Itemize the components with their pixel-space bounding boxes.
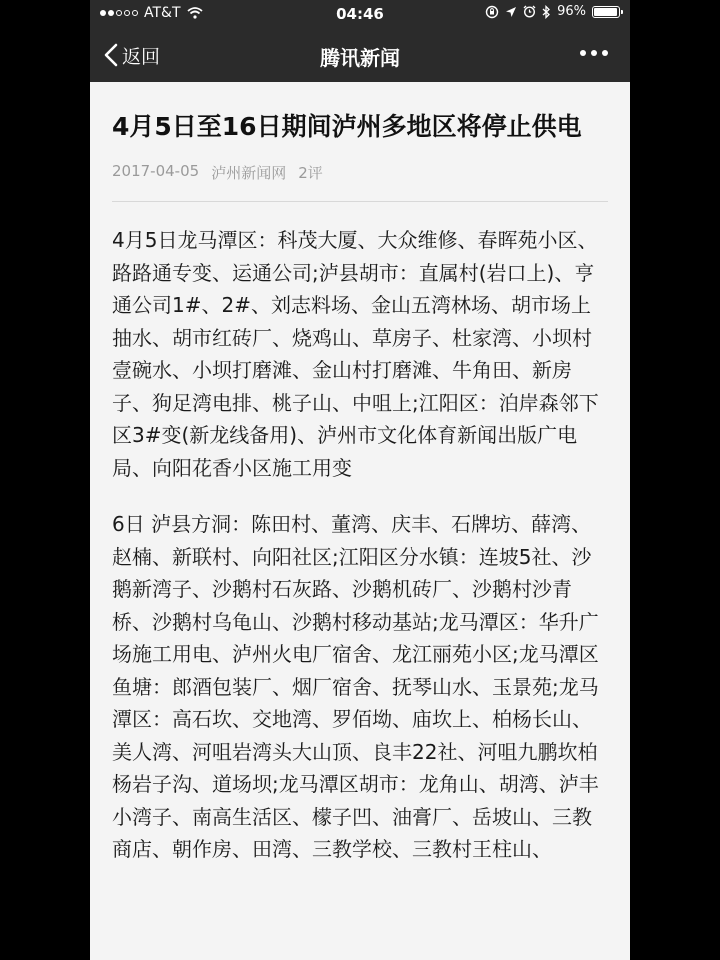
status-right	[485, 4, 620, 19]
battery-tip	[621, 10, 623, 14]
bluetooth-icon	[542, 5, 551, 19]
nav-title: 腾讯新闻	[320, 46, 400, 70]
battery-icon	[592, 6, 620, 18]
article-title: 4月5日至16日期间泸州多地区将停止供电	[112, 112, 582, 141]
article-source[interactable]: 泸州新闻网	[211, 164, 287, 182]
location-icon	[505, 6, 517, 18]
nav-bar	[90, 28, 630, 82]
article-paragraph: 4月5日龙马潭区：科茂大厦、大众维修、春晖苑小区、路路通专变、运通公司;泸县胡市：直属村(岩口上)、亨通公司1#、2#、刘志料场、金山五湾林场、胡市场上抽水、胡市红砖厂、烧鸡山、草房子、杜家湾、小坝村壹碗水、小坝打磨滩、金山村打磨滩、牛角田、新房子、狗足湾电排、桃子山、中咀上;江阳区：泊岸森邻下区3#变(新龙线备用)、泸州市文化体育新闻出版广电局、向阳花香小区施工用变	[112, 228, 599, 480]
article-comments[interactable]: 2评	[298, 164, 323, 182]
battery-level-fill	[594, 8, 617, 16]
orientation-lock-icon	[485, 5, 499, 19]
carrier-name: AT&T	[144, 5, 181, 21]
more-dot	[602, 50, 608, 56]
article-meta	[112, 162, 608, 183]
divider	[112, 201, 608, 202]
article-content	[112, 82, 608, 866]
status-bar	[90, 0, 630, 28]
back-label: 返回	[122, 45, 161, 68]
more-dot	[580, 50, 586, 56]
battery-percent: 96%	[557, 4, 586, 19]
status-time: 04:46	[336, 5, 384, 23]
more-dot	[591, 50, 597, 56]
article-date: 2017-04-05	[112, 162, 200, 180]
article-paragraph: 6日 泸县方洞：陈田村、董湾、庆丰、石牌坊、薛湾、赵楠、新联村、向阳社区;江阳区分水镇：连坡5社、沙鹅新湾子、沙鹅村石灰路、沙鹅机砖厂、沙鹅村沙青桥、沙鹅村乌龟山、沙鹅村移动基站;龙马潭区：华升广场施工用电、泸州火电厂宿舍、龙江丽苑小区;龙马潭区鱼塘：郎酒包装厂、烟厂宿舍、抚琴山水、玉景苑;龙马潭区：高石坎、交地湾、罗佰坳、庙坎上、柏杨长山、美人湾、河咀岩湾头大山顶、良丰22社、河咀九鹏坎柏杨岩子沟、道场坝;龙马潭区胡市：龙角山、胡湾、泸丰小湾子、南高生活区、檬子凹、油膏厂、岳坡山、三教商店、朝作房、田湾、三教学校、三教村王柱山、	[112, 512, 599, 861]
more-options-icon[interactable]	[580, 50, 608, 56]
phone-screen	[90, 0, 630, 960]
alarm-icon	[523, 5, 536, 18]
